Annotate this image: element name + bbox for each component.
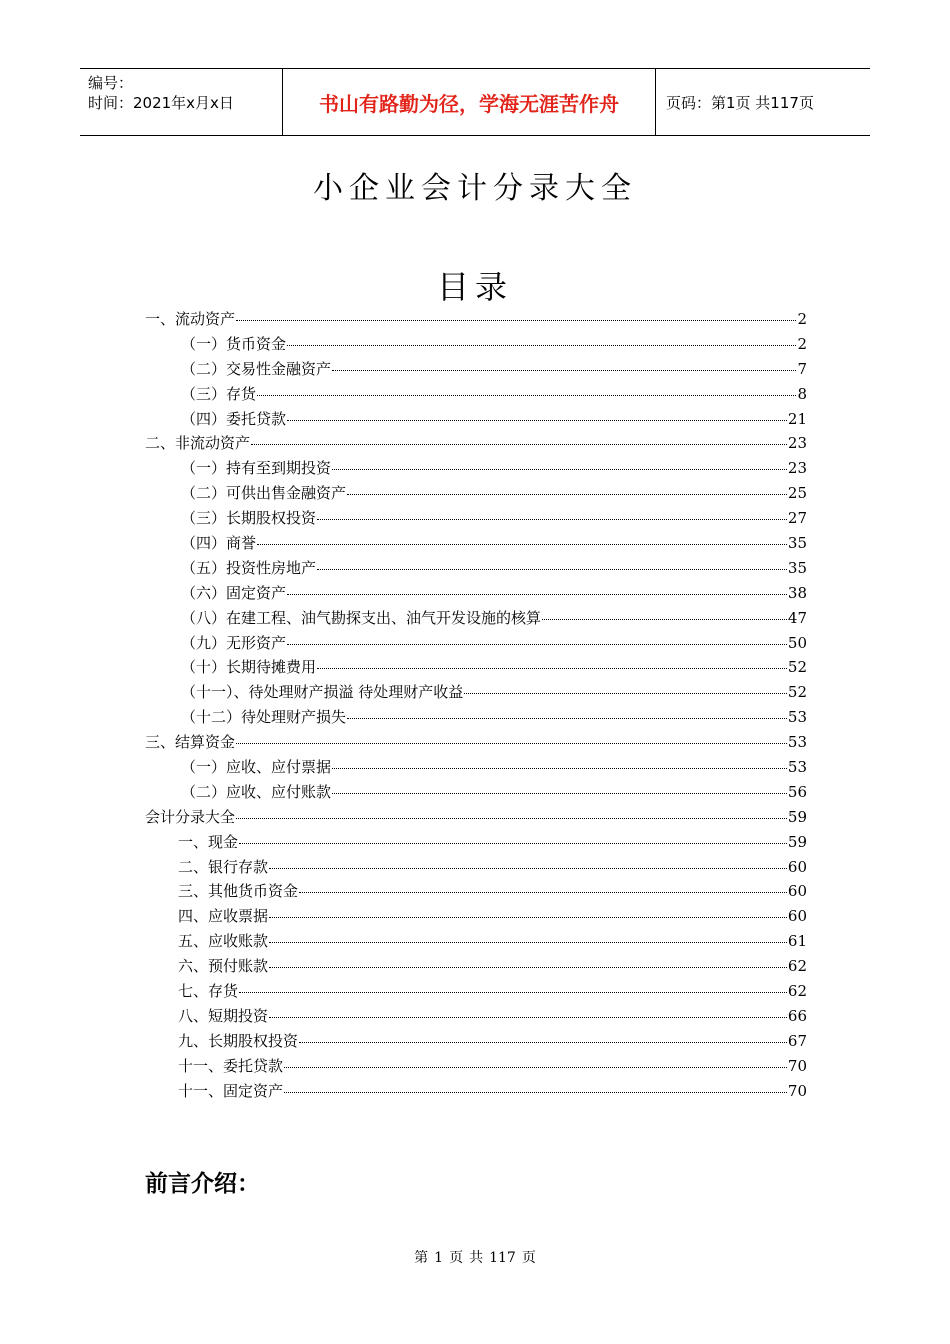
toc-entry-label: （一）持有至到期投资 bbox=[181, 459, 332, 478]
toc-entry-page: 35 bbox=[787, 558, 807, 577]
toc-entry-label: （一）货币资金 bbox=[181, 334, 287, 353]
footer-page-number: 1 bbox=[434, 1250, 444, 1266]
toc-entry-label: （二）交易性金融资产 bbox=[181, 359, 332, 378]
toc-leader-dots bbox=[251, 444, 787, 445]
toc-entry-page: 70 bbox=[787, 1056, 807, 1075]
toc-entry-page: 47 bbox=[787, 608, 807, 627]
toc-entry[interactable] bbox=[145, 856, 807, 881]
toc-entry[interactable] bbox=[145, 607, 807, 632]
toc-entry-label: （三）长期股权投资 bbox=[181, 509, 317, 528]
toc-entry-page: 35 bbox=[787, 534, 807, 553]
toc-entry[interactable] bbox=[145, 532, 807, 557]
toc-entry-page: 38 bbox=[787, 583, 807, 602]
toc-entry-page: 61 bbox=[787, 932, 807, 951]
toc-entry-label: （二）应收、应付账款 bbox=[181, 782, 332, 801]
toc-leader-dots bbox=[236, 320, 796, 321]
toc-entry[interactable] bbox=[145, 806, 807, 831]
toc-entry-page: 67 bbox=[787, 1031, 807, 1050]
toc-entry[interactable] bbox=[145, 582, 807, 607]
toc-entry-page: 53 bbox=[787, 758, 807, 777]
toc-leader-dots bbox=[284, 1092, 787, 1093]
toc-leader-dots bbox=[299, 1042, 787, 1043]
serial-label: 编号： bbox=[88, 74, 134, 92]
toc-leader-dots bbox=[257, 395, 796, 396]
page-header bbox=[80, 68, 870, 136]
footer-page-unit: 页 bbox=[449, 1250, 464, 1266]
toc-leader-dots bbox=[347, 718, 787, 719]
toc-entry[interactable] bbox=[145, 632, 807, 657]
toc-entry-label: （二）可供出售金融资产 bbox=[181, 484, 347, 503]
toc-entry-label: 二、银行存款 bbox=[178, 857, 269, 876]
footer-total-label: 共 bbox=[469, 1250, 484, 1266]
toc-leader-dots bbox=[464, 693, 787, 694]
toc-entry[interactable] bbox=[145, 457, 807, 482]
toc-leader-dots bbox=[239, 992, 787, 993]
toc-entry-label: 一、流动资产 bbox=[145, 310, 236, 328]
toc-leader-dots bbox=[347, 494, 787, 495]
toc-entry[interactable] bbox=[145, 831, 807, 856]
table-of-contents bbox=[145, 308, 807, 1105]
toc-entry[interactable] bbox=[145, 383, 807, 408]
toc-entry[interactable] bbox=[145, 731, 807, 756]
toc-entry[interactable] bbox=[145, 1080, 807, 1105]
toc-entry[interactable] bbox=[145, 557, 807, 582]
toc-leader-dots bbox=[299, 892, 787, 893]
toc-entry-page: 2 bbox=[797, 334, 807, 353]
toc-leader-dots bbox=[287, 345, 796, 346]
toc-entry-label: 一、现金 bbox=[178, 832, 239, 851]
toc-entry-page: 27 bbox=[787, 509, 807, 528]
toc-leader-dots bbox=[317, 668, 787, 669]
toc-leader-dots bbox=[332, 469, 787, 470]
toc-entry-page: 60 bbox=[787, 907, 807, 926]
toc-entry-label: 十一、固定资产 bbox=[178, 1081, 284, 1100]
toc-entry-label: 九、长期股权投资 bbox=[178, 1031, 299, 1050]
toc-entry[interactable] bbox=[145, 507, 807, 532]
toc-leader-dots bbox=[269, 868, 787, 869]
toc-entry-page: 7 bbox=[797, 359, 807, 378]
toc-entry[interactable] bbox=[145, 681, 807, 706]
toc-entry[interactable] bbox=[145, 781, 807, 806]
toc-entry-page: 52 bbox=[787, 658, 807, 677]
toc-leader-dots bbox=[239, 843, 787, 844]
toc-leader-dots bbox=[287, 420, 787, 421]
toc-entry[interactable] bbox=[145, 930, 807, 955]
toc-entry[interactable] bbox=[145, 408, 807, 433]
toc-entry-label: （十）长期待摊费用 bbox=[181, 658, 317, 677]
toc-entry-page: 60 bbox=[787, 857, 807, 876]
preface-heading: 前言介绍： bbox=[145, 1171, 260, 1197]
toc-entry[interactable] bbox=[145, 980, 807, 1005]
header-meta bbox=[80, 69, 282, 135]
document-title: 小企业会计分录大全 bbox=[313, 171, 637, 206]
toc-entry-page: 2 bbox=[797, 310, 807, 328]
toc-entry-page: 70 bbox=[787, 1081, 807, 1100]
toc-entry-label: 三、其他货币资金 bbox=[178, 882, 299, 901]
toc-entry-label: 五、应收账款 bbox=[178, 932, 269, 951]
toc-entry[interactable] bbox=[145, 955, 807, 980]
toc-entry[interactable] bbox=[145, 706, 807, 731]
toc-entry-page: 62 bbox=[787, 982, 807, 1001]
toc-leader-dots bbox=[236, 743, 787, 744]
toc-leader-dots bbox=[317, 569, 787, 570]
toc-entry-label: （九）无形资产 bbox=[181, 633, 287, 652]
toc-entry-label: （一）应收、应付票据 bbox=[181, 758, 332, 777]
toc-entry-label: （四）商誉 bbox=[181, 534, 257, 553]
toc-entry-label: 四、应收票据 bbox=[178, 907, 269, 926]
toc-entry-label: 七、存货 bbox=[178, 982, 239, 1001]
toc-leader-dots bbox=[317, 519, 787, 520]
toc-entry-page: 50 bbox=[787, 633, 807, 652]
toc-entry-page: 53 bbox=[787, 733, 807, 752]
toc-entry-label: （十一）、待处理财产损溢 待处理财产收益 bbox=[181, 683, 464, 702]
toc-entry-page: 25 bbox=[787, 484, 807, 503]
toc-entry[interactable] bbox=[145, 333, 807, 358]
toc-leader-dots bbox=[332, 370, 796, 371]
toc-entry-label: 三、结算资金 bbox=[145, 733, 236, 752]
toc-entry[interactable] bbox=[145, 432, 807, 457]
toc-entry-page: 62 bbox=[787, 957, 807, 976]
toc-entry-label: 会计分录大全 bbox=[145, 807, 236, 826]
toc-leader-dots bbox=[542, 619, 787, 620]
toc-entry-page: 23 bbox=[787, 459, 807, 478]
toc-entry-label: （六）固定资产 bbox=[181, 583, 287, 602]
toc-leader-dots bbox=[236, 818, 787, 819]
toc-entry-page: 52 bbox=[787, 683, 807, 702]
toc-entry-page: 23 bbox=[787, 434, 807, 453]
toc-entry[interactable] bbox=[145, 656, 807, 681]
page-footer bbox=[0, 1247, 950, 1267]
toc-leader-dots bbox=[287, 594, 787, 595]
toc-leader-dots bbox=[284, 1067, 787, 1068]
time-label: 时间：2021年x月x日 bbox=[88, 94, 234, 112]
toc-entry-page: 53 bbox=[787, 708, 807, 727]
toc-entry-page: 66 bbox=[787, 1006, 807, 1025]
toc-entry-page: 60 bbox=[787, 882, 807, 901]
toc-entry-label: 六、预付账款 bbox=[178, 957, 269, 976]
toc-entry-label: 十一、委托贷款 bbox=[178, 1056, 284, 1075]
toc-entry-label: （十二）待处理财产损失 bbox=[181, 708, 347, 727]
toc-entry[interactable] bbox=[145, 1055, 807, 1080]
toc-entry-page: 8 bbox=[797, 384, 807, 403]
footer-suffix: 页 bbox=[521, 1250, 536, 1266]
toc-entry[interactable] bbox=[145, 880, 807, 905]
toc-entry[interactable] bbox=[145, 905, 807, 930]
toc-entry-page: 59 bbox=[787, 807, 807, 826]
toc-leader-dots bbox=[257, 544, 787, 545]
toc-title: 目录 bbox=[436, 268, 513, 306]
toc-entry-label: （八）在建工程、油气勘探支出、油气开发设施的核算 bbox=[181, 608, 542, 627]
toc-entry-label: 八、短期投资 bbox=[178, 1006, 269, 1025]
toc-entry-label: （四）委托贷款 bbox=[181, 409, 287, 428]
toc-entry-page: 59 bbox=[787, 832, 807, 851]
toc-leader-dots bbox=[269, 917, 787, 918]
toc-entry-label: （三）存货 bbox=[181, 384, 257, 403]
footer-total-pages: 117 bbox=[489, 1250, 516, 1266]
toc-leader-dots bbox=[332, 768, 787, 769]
toc-entry[interactable] bbox=[145, 482, 807, 507]
toc-entry[interactable] bbox=[145, 308, 807, 333]
toc-leader-dots bbox=[332, 793, 787, 794]
toc-entry-label: 二、非流动资产 bbox=[145, 434, 251, 453]
header-motto: 书山有路勤为径，学海无涯苦作舟 bbox=[282, 69, 656, 135]
toc-entry-page: 56 bbox=[787, 782, 807, 801]
header-page-info: 页码：第1页 共117页 bbox=[666, 93, 814, 112]
toc-leader-dots bbox=[269, 1017, 787, 1018]
toc-leader-dots bbox=[269, 942, 787, 943]
footer-prefix: 第 bbox=[414, 1250, 429, 1266]
toc-entry[interactable] bbox=[145, 358, 807, 383]
toc-leader-dots bbox=[287, 644, 787, 645]
toc-entry[interactable] bbox=[145, 1030, 807, 1055]
toc-entry[interactable] bbox=[145, 1005, 807, 1030]
toc-entry-page: 21 bbox=[787, 409, 807, 428]
toc-leader-dots bbox=[269, 967, 787, 968]
toc-entry-label: （五）投资性房地产 bbox=[181, 558, 317, 577]
toc-entry[interactable] bbox=[145, 756, 807, 781]
